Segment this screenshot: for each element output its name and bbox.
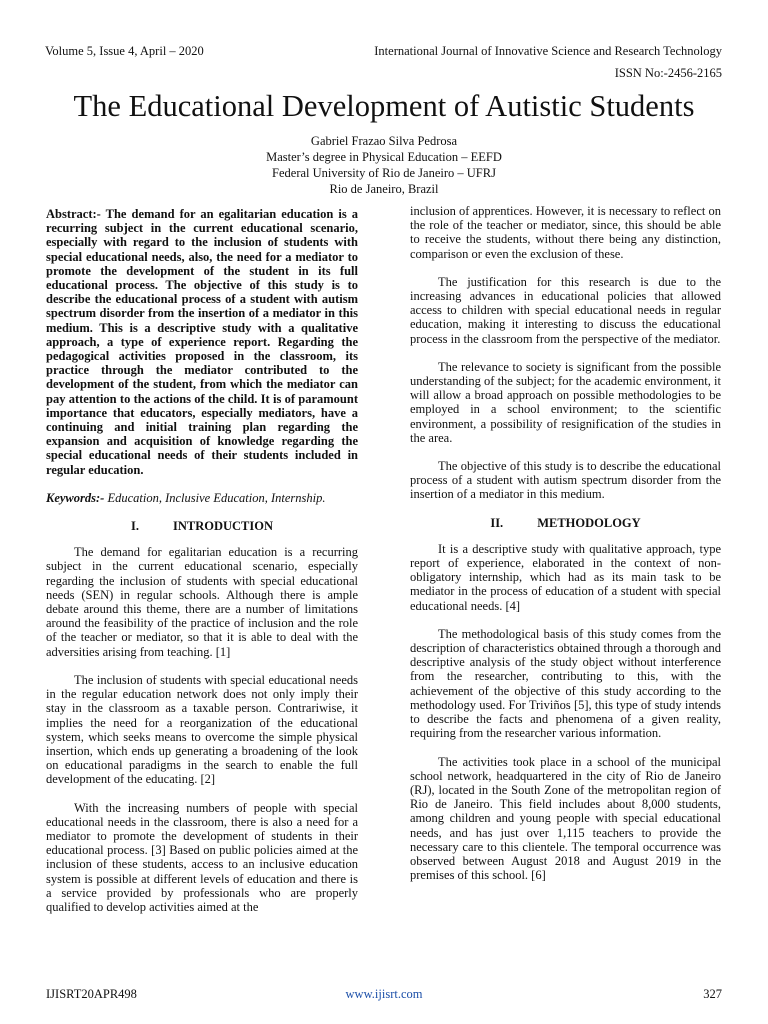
method-paragraph: The methodological basis of this study comes from the description of characteristics obtained through a thorough and descriptive analysis of the study object without interference from the researcher, contributing to this, with the achievement of the objective of this study according to the methodology used. For Triviños [5], this type of study intends to describe the facts and phenomena of a given reality, requiring from the researcher various information. [410, 626, 721, 741]
relevance-paragraph: The relevance to society is significant from the possible understanding of the subject; for the academic environment, it will allow a broad approach on possible methodologies to be employed in a school environment; to the scientific environment, a possibility of resignification of the studies in the area. [410, 359, 721, 445]
keywords [46, 491, 358, 505]
justification-paragraph: The justification for this research is due to the increasing advances in educational policies that allowed access to children with special educational needs in regular education, making it interesting to discuss the educational process in the classroom from the perspective of the mediator. [410, 274, 721, 346]
continued-paragraph: inclusion of apprentices. However, it is necessary to reflect on the role of the teacher or mediator, since, this should be able to receive the students, without there being any distinction, comparison or even the exclusion of these. [410, 204, 721, 261]
section-title: METHODOLOGY [537, 515, 641, 530]
intro-paragraph: The demand for egalitarian education is a recurring subject in the current educational scenario, especially regarding the inclusion of students with special educational needs (SEN) in regular schools. Although there is ample debate around this theme, there are a number of limitations around the feasibility of the practice of inclusion and the role of the teacher or mediator, so that it is able to deal with the adversities arising from teaching. [1] [46, 545, 358, 659]
author-location: Rio de Janeiro, Brazil [329, 182, 439, 196]
author-degree: Master’s degree in Physical Education – EEFD [266, 150, 502, 164]
paper-title: The Educational Development of Autistic Students [73, 89, 695, 123]
right-column [410, 204, 721, 882]
section-title: INTRODUCTION [172, 519, 273, 534]
page-number: 327 [703, 987, 722, 1001]
section-number: I. [130, 519, 139, 534]
method-paragraph: It is a descriptive study with qualitative approach, type report of experience, elaborated in the context of non-obligatory internship, which had as its main task to be mediator in the process of education of a student with special educational needs. [4] [410, 541, 721, 613]
section-number: II. [490, 515, 504, 530]
section-heading-methodology [410, 516, 721, 530]
issn: ISSN No:-2456-2165 [614, 66, 722, 80]
abstract: Abstract:- The demand for an egalitarian education is a recurring subject in the current educational scenario, especially with regard to the inclusion of students with special educational needs, also, the need for a mediator to promote the development of the student in its full educational process. The objective of this study is to describe the educational process of a student with autism spectrum disorder from the insertion of a mediator in this medium. This is a descriptive study with a qualitative approach, a type of experience report. Regarding the pedagogical activities proposed in the classroom, its practice through the mediator contributed to the development of the student, from which the mediator can pay attention to the actions of the child. It is of paramount importance that educators, especially mediators, have a continuing and initial training plan regarding the expansion and acquisition of knowledge regarding the special educational needs of their students included in regular education. [46, 207, 358, 477]
objective-paragraph: The objective of this study is to describe the educational process of a student with autism spectrum disorder from the insertion of a mediator in this medium. [410, 459, 721, 502]
author-university: Federal University of Rio de Janeiro – UFRJ [272, 166, 496, 180]
intro-paragraph: The inclusion of students with special educational needs in the regular education network does not only imply their stay in the classroom as a taxable person. Contrariwise, it implies the need for a reorganization of the educational system, which seeks means to overcome the simple physical insertion, which ends up generating a broadening of the look on educational paradigms in the search to enable the full development of the educating. [2] [46, 672, 358, 787]
section-heading-introduction [46, 519, 358, 533]
journal-name: International Journal of Innovative Science and Research Technology [374, 44, 722, 58]
keywords-text: Education, Inclusive Education, Internship. [107, 490, 326, 505]
footer-link[interactable]: www.ijisrt.com [345, 987, 423, 1001]
author-name: Gabriel Frazao Silva Pedrosa [310, 134, 458, 148]
method-paragraph: The activities took place in a school of the municipal school network, headquartered in the city of Rio de Janeiro (RJ), located in the South Zone of the metropolitan region of Rio de Janeiro. This field includes about 8,000 students, among children and young people with special educational needs, and has just over 1,115 teachers to provide the necessary care to this clientele. The temporal occurrence was observed between August 2018 and August 2019 in the premises of this school. [6] [410, 754, 721, 883]
author-block [0, 133, 768, 197]
intro-paragraph: With the increasing numbers of people with special educational needs in the classroom, there is also a need for a mediator to promote the development of students in their educational process. [3] Based on public policies aimed at the inclusion of these students, access to an inclusive education system is possible at different levels of education and there is a service provided by professionals who are properly qualified to develop activities aimed at the [46, 800, 358, 914]
footer-code: IJISRT20APR498 [46, 987, 137, 1001]
left-column [46, 207, 358, 914]
keywords-label: Keywords:- [46, 490, 105, 505]
volume-info: Volume 5, Issue 4, April – 2020 [45, 44, 204, 58]
